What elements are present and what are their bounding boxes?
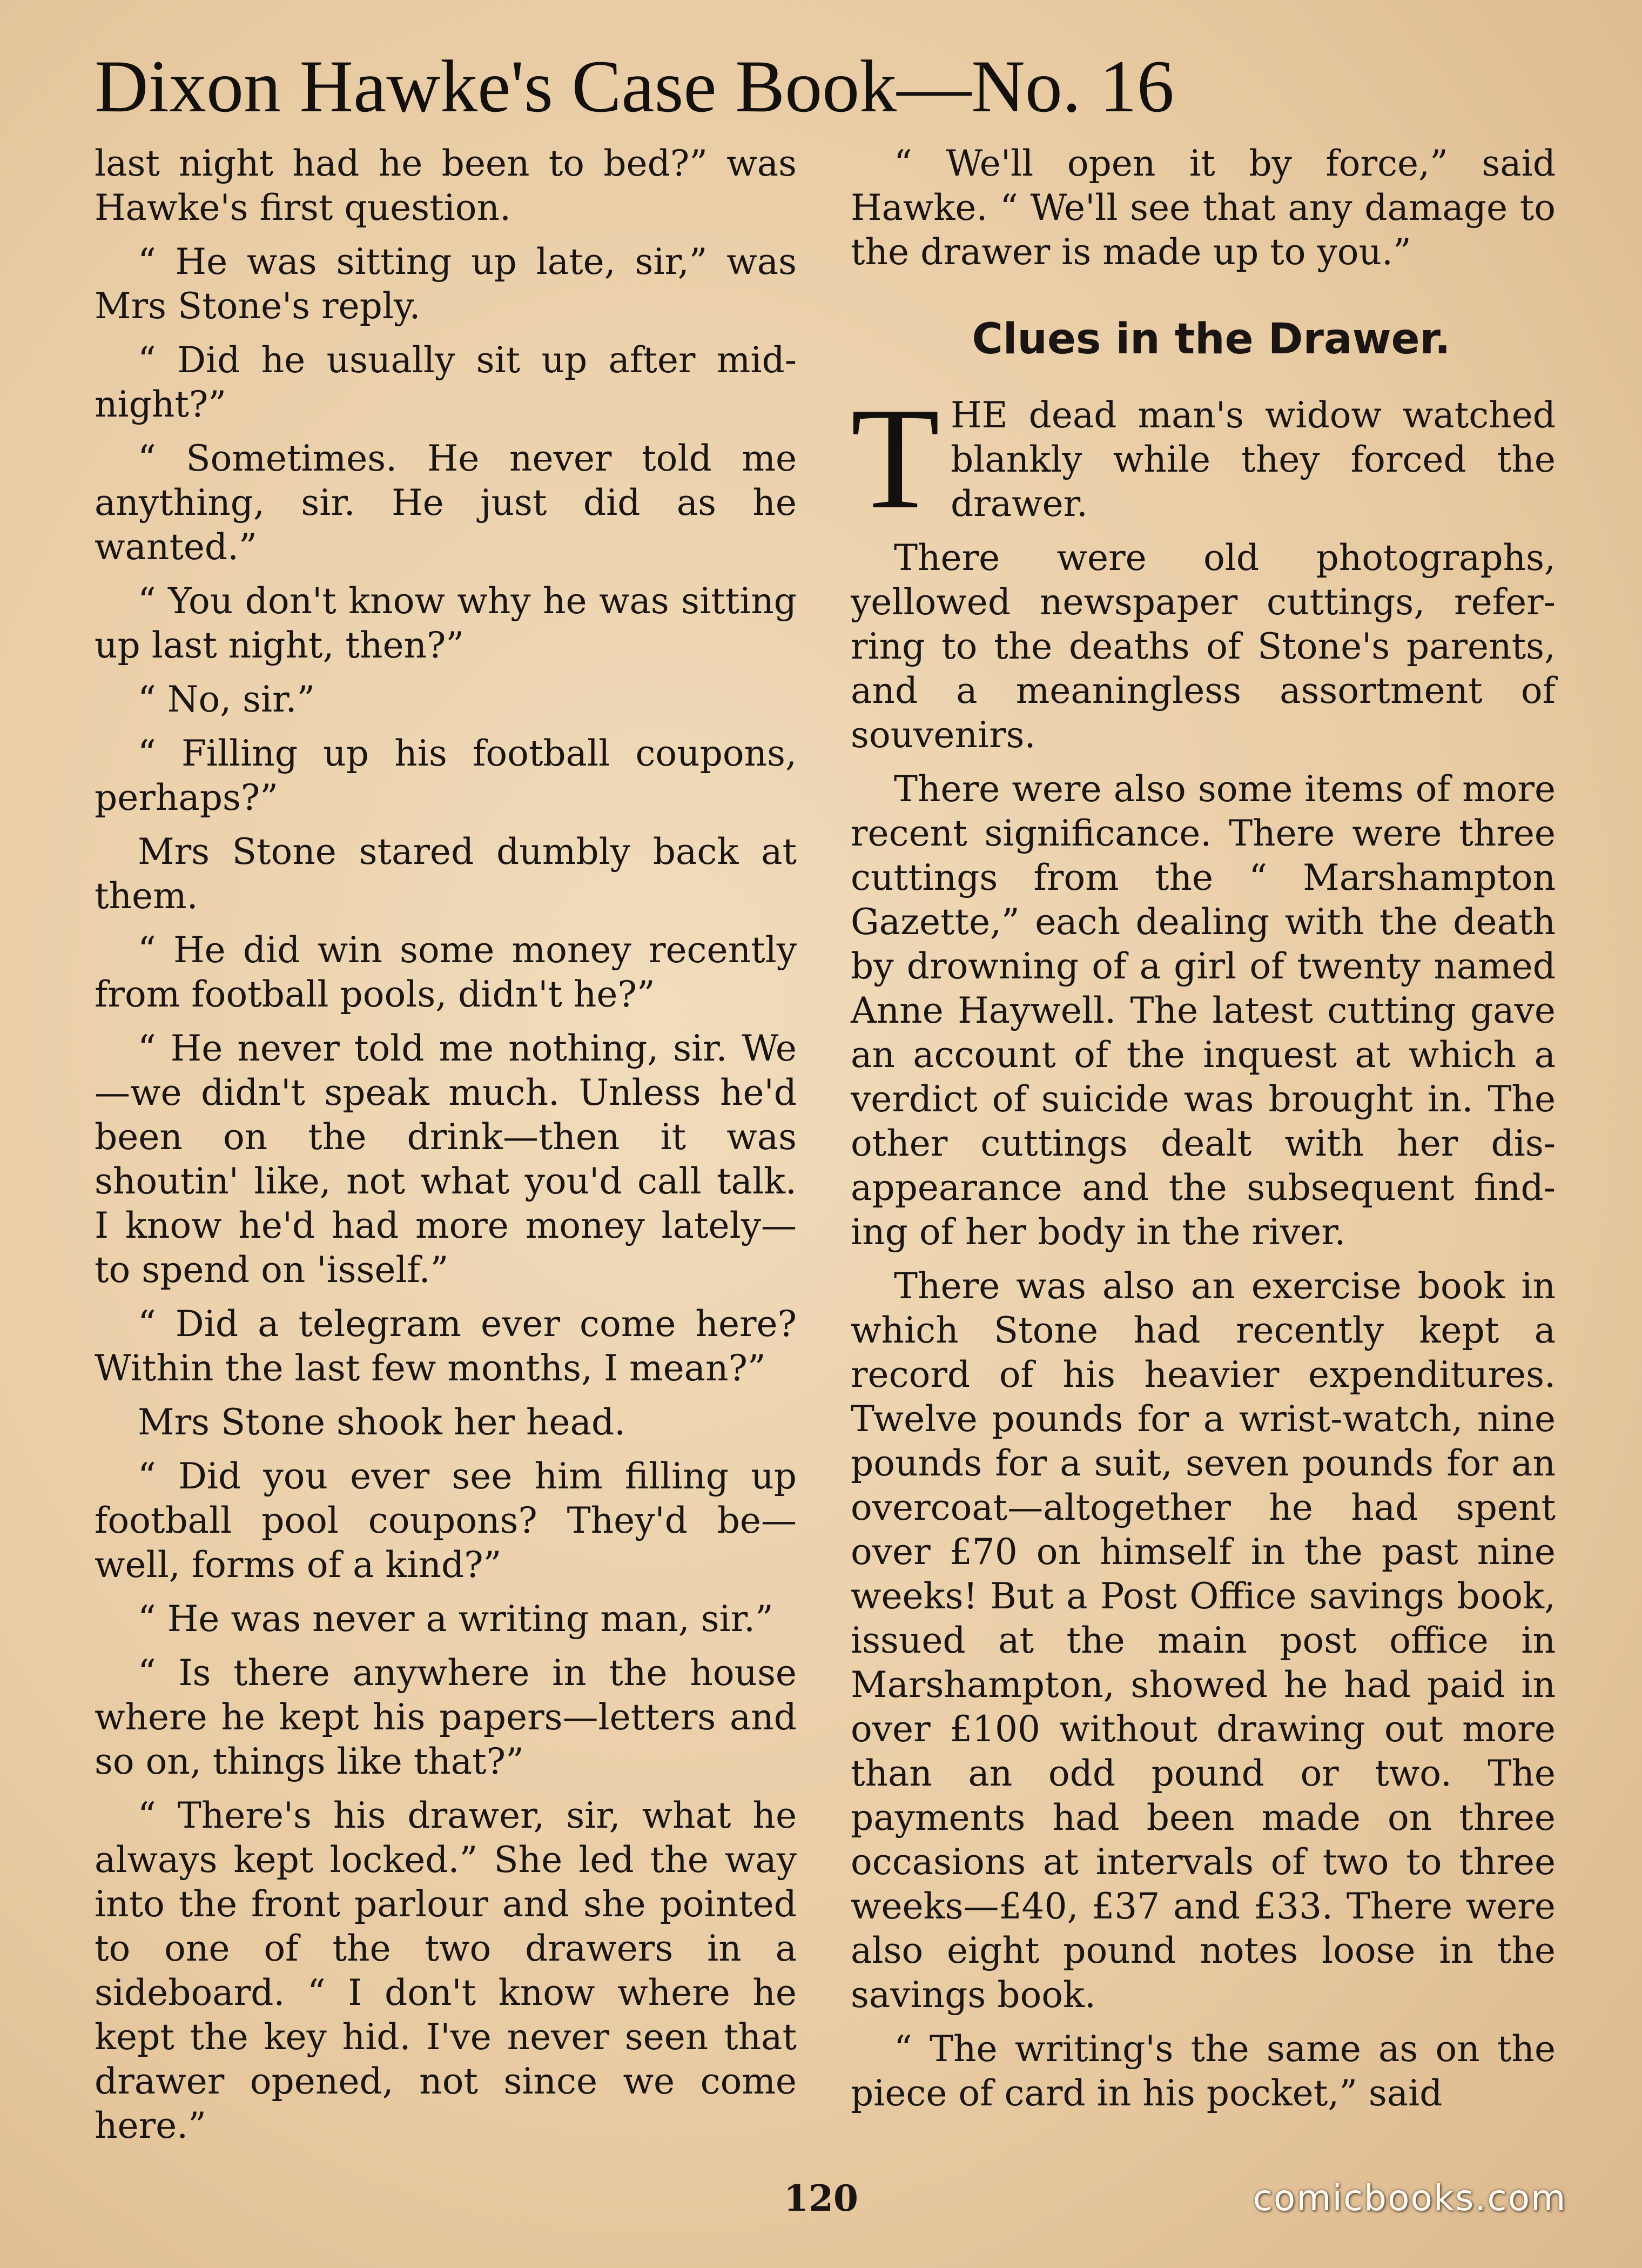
page-number: 120 [784, 2177, 858, 2219]
paragraph: “ Is there anywhere in the house where he kept his papers—letters and so on, things like that?” [95, 1652, 797, 1782]
paragraph: There were old photographs, yellowed newspaper cuttings, refer-ring to the deaths of Stone's parents, and a meaningless assortment of souvenirs. [851, 537, 1556, 756]
paragraph: “ You don't know why he was sitting up last night, then?” [95, 580, 797, 666]
drop-cap-text: HE dead man's widow watched blankly while they forced the drawer. [950, 394, 1556, 525]
paragraph: “ He never told me nothing, sir. We—we didn't speak much. Unless he'd been on the drink—then it was shoutin' like, not what you'd call talk. I know he'd had more money lately—to spend on 'isself.” [95, 1028, 797, 1291]
paragraph: “ No, sir.” [138, 679, 315, 720]
paragraph: “ He did win some money recently from football pools, didn't he?” [95, 929, 797, 1015]
paragraph: “ Did you ever see him filling up football pool coupons? They'd be—well, forms of a kind?” [95, 1455, 797, 1586]
paragraph: last night had he been to bed?” was Hawke's first question. [95, 143, 797, 229]
paragraph: There was also an exercise book in which Stone had recently kept a record of his heavier expenditures. Twelve pounds for a wrist-watch, nine pounds for a suit, seven pounds for an overcoat—altogether he had spent over £70 on himself in the past nine weeks! But a Post Office savings book, issued at the main post office in Marshampton, showed he had paid in over £100 without drawing out more than an odd pound or two. The payments had been made on three occasions at intervals of two to three weeks—£40, £37 and £33. There were also eight pound notes loose in the savings book. [851, 1265, 1556, 2016]
paragraph [851, 378, 1556, 539]
paragraph: “ Sometimes. He never told me anything, sir. He just did as he wanted.” [95, 438, 797, 568]
paragraph: “ We'll open it by force,” said Hawke. “ We'll see that any damage to the drawer is made up to you.” [851, 143, 1556, 273]
paragraph: Mrs Stone shook her head. [138, 1401, 626, 1443]
paragraph: There were also some items of more recent significance. There were three cuttings from the “ Marshampton Gazette,” each dealing with the death by drowning of a girl of twenty named Anne Haywell. The latest cutting gave an account of the inquest at which a verdict of suicide was brought in. The other cuttings dealt with her dis-appearance and the subsequent find-ing of her body in the river. [851, 768, 1556, 1253]
paragraph: “ The writing's the same as on the piece of card in his pocket,” said [851, 2028, 1556, 2114]
page-title: Dixon Hawke's Case Book—No. 16 [95, 45, 1174, 128]
paragraph: “ Filling up his football coupons, perhaps?” [95, 733, 797, 818]
paragraph: “ Did a telegram ever come here? Within the last few months, I mean?” [95, 1303, 797, 1389]
watermark: comicbooks.com [1253, 2177, 1567, 2219]
section-heading: Clues in the Drawer. [972, 315, 1451, 364]
right-column [851, 142, 1556, 2125]
paragraph: “ Did he usually sit up after mid-night?” [95, 339, 797, 425]
drop-cap: T [851, 378, 940, 539]
paragraph: “ He was never a writing man, sir.” [138, 1598, 773, 1640]
paragraph: “ There's his drawer, sir, what he always kept locked.” She led the way into the front parlour and she pointed to one of the two drawers in a sideboard. “ I don't know where he kept the key hid. I've never seen that drawer opened, not since we come here.” [95, 1795, 797, 2146]
left-column [95, 142, 797, 2158]
paragraph: Mrs Stone stared dumbly back at them. [95, 831, 797, 917]
paragraph: “ He was sitting up late, sir,” was Mrs Stone's reply. [95, 241, 797, 327]
